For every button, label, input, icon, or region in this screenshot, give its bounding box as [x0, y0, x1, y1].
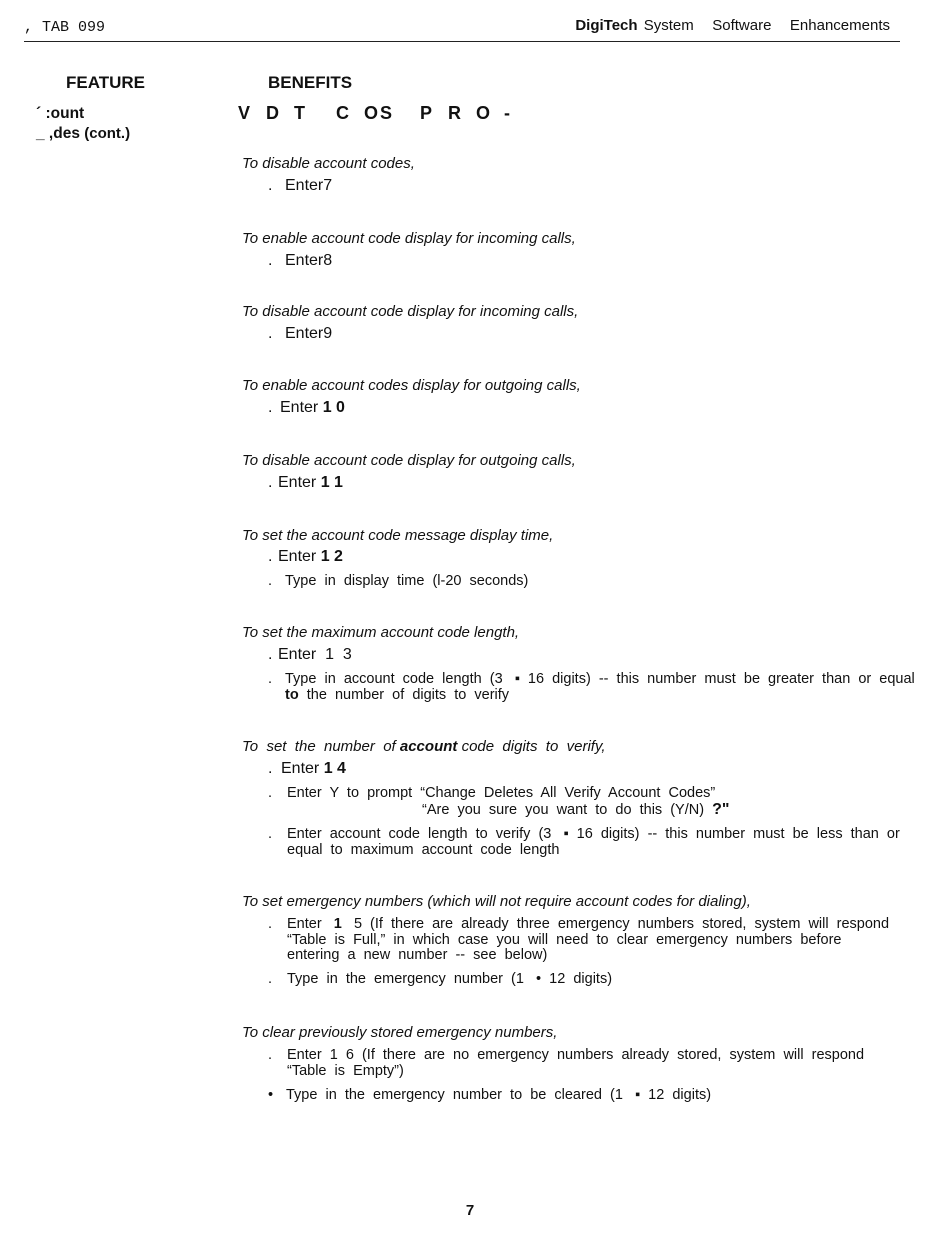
step: . Enter 1 1 — [268, 474, 343, 491]
section-title: To clear previously stored emergency numbers, — [242, 1024, 558, 1041]
feature-label-line2-text: _ ,des — [36, 125, 80, 142]
step-bold: to — [285, 686, 299, 703]
title-letter: O — [364, 103, 379, 123]
step: . Enter account code length to verify (3 ▪ 16 digits) -- this number must be less than or equal to maximum account code length — [268, 826, 900, 858]
running-header — [575, 17, 890, 34]
running-header-text: System Software Enhancements — [643, 17, 890, 34]
step: . Type in display time (l-20 seconds) — [268, 573, 529, 589]
section-title-bold: account — [399, 738, 458, 755]
section-title: To set the number of account code digits to verify, — [242, 738, 606, 755]
step: . Enter 1 2 — [268, 548, 343, 565]
feature-label-cont: (cont.) — [84, 125, 131, 142]
document-code: , TAB 099 — [24, 19, 106, 36]
title-letter: O — [476, 103, 491, 123]
title-letter: P — [420, 103, 433, 123]
procedure-title — [238, 103, 532, 124]
step: . Enter8 — [268, 252, 333, 269]
section-title: To set the account code message display time, — [242, 527, 554, 544]
title-letter: - — [504, 103, 510, 123]
step: . Enter9 — [268, 325, 333, 342]
step: . Enter7 — [268, 177, 333, 194]
header-rule — [24, 41, 900, 42]
step: . Enter 1 5 (If there are already three emergency numbers stored, system will respond “Table is Full,” in which case you will need to clear emergency numbers before entering a new number -- see below) — [268, 916, 890, 963]
feature-label-line1: ´ :ount — [36, 105, 85, 122]
step: . Type in the emergency number (1 • 12 digits) — [268, 971, 613, 987]
step: . Type in account code length (3 ▪ 16 digits) -- this number must be greater than or equal to the number of digits to verify — [268, 671, 915, 703]
section-title: To disable account code display for outgoing calls, — [242, 452, 576, 469]
title-letter: S — [380, 103, 393, 123]
title-letter: V — [238, 103, 251, 123]
section-title: To enable account codes display for outgoing calls, — [242, 377, 581, 394]
section-title: To enable account code display for incoming calls, — [242, 230, 576, 247]
brand-name: DigiTech — [575, 17, 638, 34]
title-letter: T — [294, 103, 305, 123]
section-title: To set emergency numbers (which will not require account codes for dialing), — [242, 893, 751, 910]
feature-label-line2 — [36, 124, 130, 144]
step-bold: 1 — [333, 916, 342, 932]
section-title: To disable account code display for incoming calls, — [242, 303, 579, 320]
section-title: To set the maximum account code length, — [242, 624, 520, 641]
step: . Enter 1 6 (If there are no emergency numbers already stored, system will respond “Table is Empty”) — [268, 1047, 865, 1079]
feature-column-heading: FEATURE — [66, 73, 146, 92]
step: . Enter 1 0 — [268, 399, 345, 416]
section-title: To disable account codes, — [242, 155, 415, 172]
step: . Enter Y to prompt “Change Deletes All Verify Account Codes” “Are you sure you want to do this (Y/N) ?" — [268, 785, 730, 818]
step: • Type in the emergency number to be cleared (1 ▪ 12 digits) — [268, 1087, 712, 1103]
title-letter: R — [448, 103, 461, 123]
page-number: 7 — [465, 1202, 475, 1219]
step-bold: ?" — [712, 800, 730, 818]
feature-label — [36, 104, 130, 144]
step: . Enter 1 3 — [268, 646, 352, 663]
step: . Enter 1 4 — [268, 760, 346, 777]
title-letter: D — [266, 103, 279, 123]
title-letter: C — [336, 103, 349, 123]
benefits-column-heading: BENEFITS — [268, 73, 353, 92]
